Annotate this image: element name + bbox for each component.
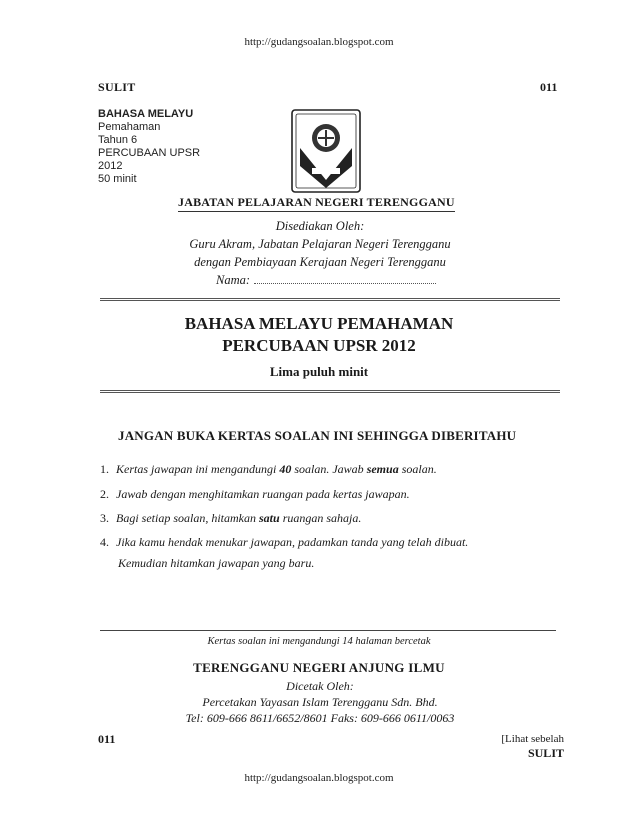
paper-meta: [98, 108, 200, 186]
motto: TERENGGANU NEGERI ANJUNG ILMU: [193, 660, 445, 675]
page-count-note: Kertas soalan ini mengandungi 14 halaman bercetak: [207, 636, 431, 647]
divider-mid: [100, 390, 560, 393]
prepared-heading: Disediakan Oleh:: [275, 219, 365, 233]
instruction-2: 2. Jawab dengan menghitamkan ruangan pada kertas jawapan.: [100, 487, 410, 501]
footer-right: [484, 732, 564, 760]
footer-classification: SULIT: [527, 746, 564, 760]
divider-bottom: [100, 630, 556, 631]
meta-duration: 50 minit: [98, 173, 137, 185]
meta-exam: PERCUBAAN UPSR: [98, 147, 201, 159]
footer-paper-code: 011: [98, 732, 116, 746]
instruction-4-continued: Kemudian hitamkan jawapan yang baru.: [118, 556, 315, 570]
department-name: JABATAN PELAJARAN NEGERI TERENGGANU: [178, 195, 455, 212]
classification-label: SULIT: [98, 80, 136, 94]
exam-duration: Lima puluh minit: [269, 364, 369, 379]
meta-component: Pemahaman: [98, 121, 161, 133]
next-page-note: [Lihat sebelah: [501, 733, 564, 745]
name-label: Nama:: [216, 273, 251, 287]
instruction-4: 4. Jika kamu hendak menukar jawapan, padamkan tanda yang telah dibuat.: [100, 535, 469, 549]
meta-year: 2012: [98, 160, 123, 172]
printer-contact: Tel: 609-666 8611/6652/8601 Faks: 609-666 0611/0063: [185, 711, 455, 725]
exam-subtitle: PERCUBAAN UPSR 2012: [222, 336, 416, 355]
printer-heading: Dicetak Oleh:: [286, 679, 354, 693]
do-not-open-warning: JANGAN BUKA KERTAS SOALAN INI SEHINGGA DIBERITAHU: [118, 428, 517, 443]
source-url-top: http://gudangsoalan.blogspot.com: [244, 36, 394, 48]
source-url-bottom: http://gudangsoalan.blogspot.com: [244, 772, 394, 784]
name-field: [216, 273, 436, 288]
prepared-line-1: Guru Akram, Jabatan Pelajaran Negeri Terengganu: [189, 237, 451, 251]
instruction-3: 3. Bagi setiap soalan, hitamkan satu ruangan sahaja.: [100, 511, 362, 525]
jabatan-pelajaran-crest-icon: [290, 108, 362, 194]
meta-year-level: Tahun 6: [98, 134, 138, 146]
paper-code: 011: [540, 80, 558, 94]
prepared-line-2: dengan Pembiayaan Kerajaan Negeri Terengganu: [194, 255, 446, 269]
printer-name: Percetakan Yayasan Islam Terengganu Sdn. Bhd.: [202, 695, 438, 709]
instruction-1: 1. Kertas jawapan ini mengandungi 40 soalan. Jawab semua soalan.: [100, 462, 437, 476]
divider-top: [100, 298, 560, 301]
name-dotted-line: [254, 275, 436, 284]
exam-title: BAHASA MELAYU PEMAHAMAN: [184, 314, 454, 333]
meta-subject: BAHASA MELAYU: [98, 108, 194, 120]
